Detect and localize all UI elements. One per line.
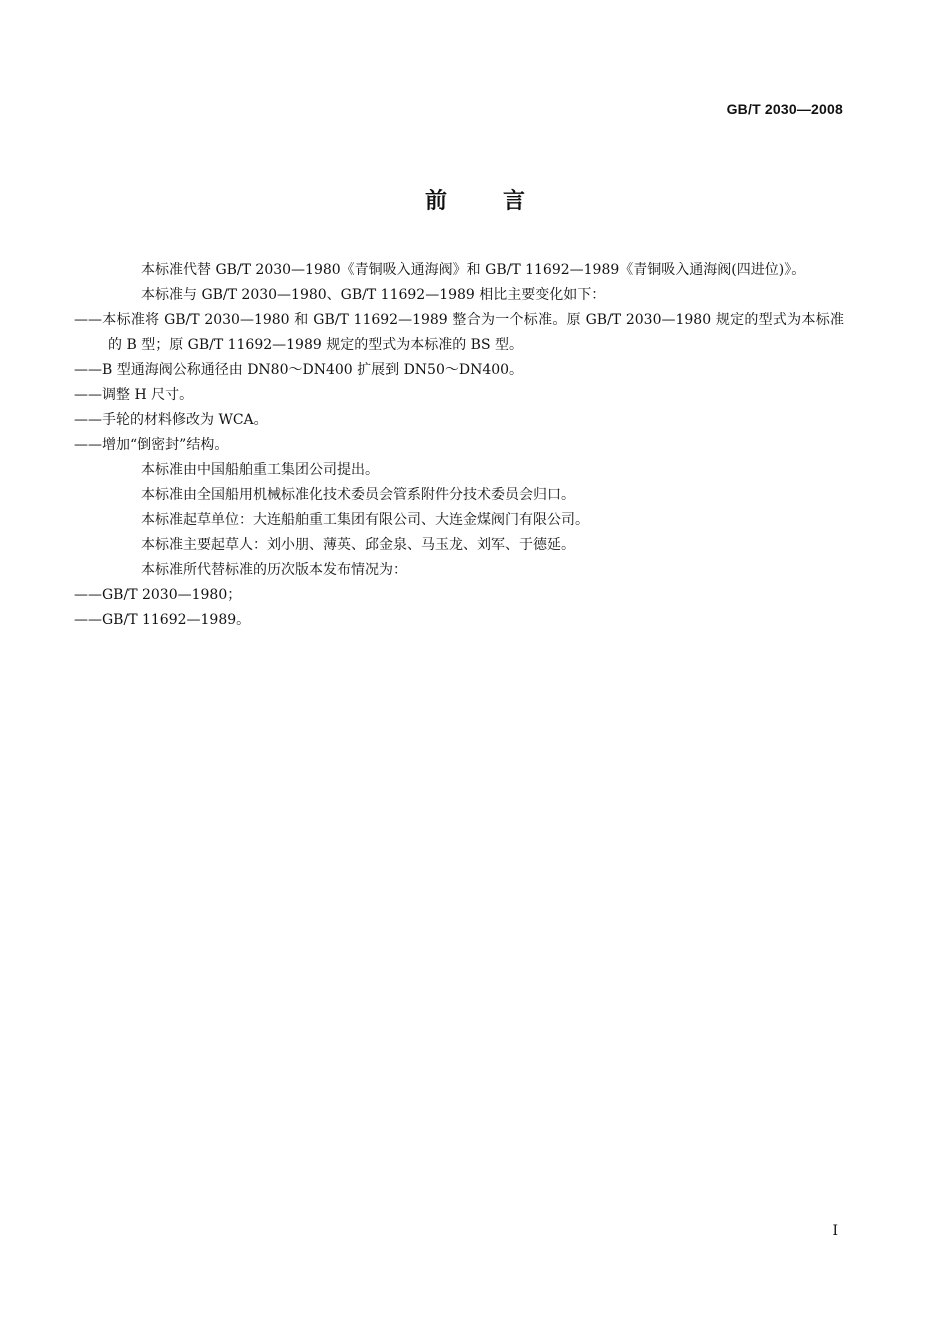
- standard-code: GB/T 2030—2008: [726, 101, 843, 117]
- page-number: I: [832, 1223, 838, 1239]
- change-item: ——调整 H 尺寸。: [74, 387, 194, 403]
- history-item: ——GB/T 2030—1980；: [74, 587, 242, 603]
- history-intro-paragraph: 本标准所代替标准的历次版本发布情况为：: [141, 562, 407, 578]
- proposer-paragraph: 本标准由中国船舶重工集团公司提出。: [141, 462, 379, 478]
- change-item: ——本标准将 GB/T 2030—1980 和 GB/T 11692—1989 整合为一个标准。原 GB/T 2030—1980 规定的型式为本标准的 B 型；原 GB/T 11692—1989 规定的型式为本标准的 BS 型。: [74, 312, 844, 353]
- change-item: ——增加“倒密封”结构。: [74, 437, 229, 453]
- foreword-body: [74, 258, 844, 633]
- change-item: ——手轮的材料修改为 WCA。: [74, 412, 268, 428]
- drafters-paragraph: 本标准主要起草人：刘小朋、薄英、邱金泉、马玉龙、刘军、于德延。: [141, 537, 575, 553]
- page-title: 前言: [424, 189, 581, 214]
- responsible-committee-paragraph: 本标准由全国船用机械标准化技术委员会管系附件分技术委员会归口。: [141, 487, 575, 503]
- changes-intro-paragraph: 本标准与 GB/T 2030—1980、GB/T 11692—1989 相比主要变化如下：: [141, 287, 606, 303]
- drafting-units-paragraph: 本标准起草单位：大连船舶重工集团有限公司、大连金煤阀门有限公司。: [141, 512, 589, 528]
- history-item: ——GB/T 11692—1989。: [74, 612, 251, 628]
- change-item: ——B 型通海阀公称通径由 DN80～DN400 扩展到 DN50～DN400。: [74, 362, 524, 378]
- replacement-paragraph: 本标准代替 GB/T 2030—1980《青铜吸入通海阀》和 GB/T 11692—1989《青铜吸入通海阀(四进位)》。: [141, 262, 806, 278]
